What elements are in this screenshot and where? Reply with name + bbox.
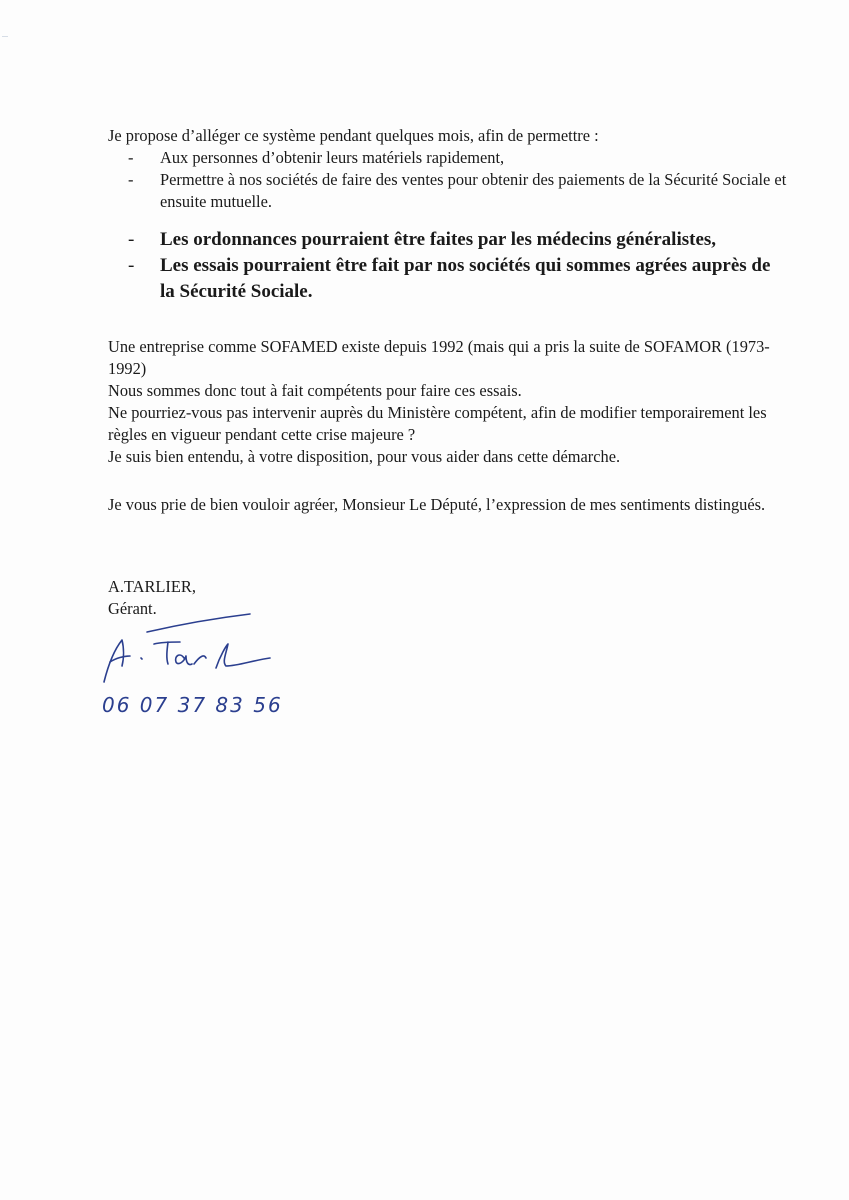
- list-item: - Permettre à nos sociétés de faire des ventes pour obtenir des paiements de la Sécurité Sociale et ensuite mutuelle.: [108, 169, 788, 213]
- proposal-list: [108, 147, 788, 213]
- scan-mark: [2, 36, 8, 37]
- body-line: Une entreprise comme SOFAMED existe depuis 1992 (mais qui a pris la suite de SOFAMOR (1973-1992): [108, 337, 770, 378]
- letter-body: [108, 125, 788, 620]
- body-line: Nous sommes donc tout à fait compétents pour faire ces essais.: [108, 381, 522, 400]
- list-item: - Les essais pourraient être fait par nos sociétés qui sommes agrées auprès de la Sécurité Sociale.: [108, 253, 788, 305]
- body-line: Je suis bien entendu, à votre disposition, pour vous aider dans cette démarche.: [108, 447, 621, 466]
- closing-paragraph: Je vous prie de bien vouloir agréer, Monsieur Le Député, l’expression de mes sentiments distingués.: [108, 495, 766, 514]
- body-line: Ne pourriez-vous pas intervenir auprès du Ministère compétent, afin de modifier temporairement les règles en vigueur pendant cette crise majeure ?: [108, 403, 767, 444]
- signer-name: A.TARLIER,: [108, 577, 196, 596]
- company-paragraph: [108, 336, 788, 468]
- intro-paragraph: Je propose d’alléger ce système pendant quelques mois, afin de permettre :: [108, 126, 599, 145]
- signer-title: Gérant.: [108, 599, 157, 618]
- list-item: - Aux personnes d’obtenir leurs matériels rapidement,: [108, 147, 788, 169]
- handwritten-signature: [92, 600, 292, 720]
- handwritten-phone: 06 07 37 83 56: [102, 693, 283, 717]
- list-item: - Les ordonnances pourraient être faites par les médecins généralistes,: [108, 227, 788, 253]
- bold-proposal-list: [108, 227, 788, 305]
